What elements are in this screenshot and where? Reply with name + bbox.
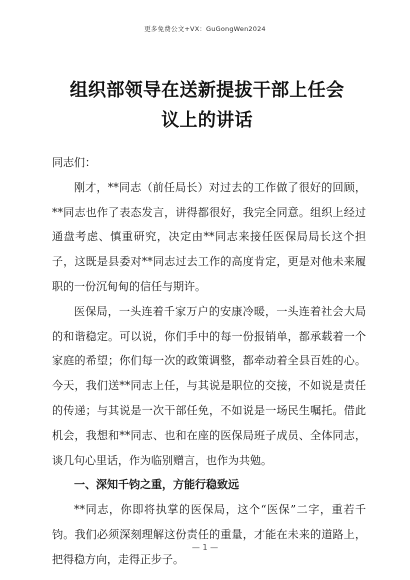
salutation: 同志们：	[52, 156, 96, 169]
page-number: — 1 —	[191, 543, 219, 552]
document-body	[52, 151, 366, 573]
paragraph-2: 医保局，一头连着千家万户的安康冷暖，一头连着社会大局的和谐稳定。可以说，你们手中的每一份报销单，都承载着一个家庭的希望；你们每一次的政策调整，都牵动着全县百姓的心。今天，我们送**同志上任，与其说是职位的交接，不如说是责任的传递；与其说是一次干部任免，不如说是一场民生嘱托。借此机会，我想和**同志、也和在座的医保局班子成员、全体同志，谈几句心里话，作为临别赠言，也作为共勉。	[52, 304, 366, 467]
paragraph-3: **同志，你即将执掌的医保局，这个“医保”二字，重若千钧。我们必须深刻理解这份责任的重量，才能在未来的道路上，把得稳方向，走得正步子。	[52, 503, 366, 566]
page-title: 组织部领导在送新提拔干部上任会议上的讲话	[69, 80, 345, 131]
header-note: 更多免费公文+VX：GuGongWen2024	[144, 25, 266, 33]
paragraph-1: 刚才，**同志（前任局长）对过去的工作做了很好的回顾，**同志也作了表态发言，讲得都很好，我完全同意。组织上经过通盘考虑、慎重研究，决定由**同志来接任医保局局长这个担子，这既是县委对**同志过去工作的高度肯定，更是对他未来履职的一份沉甸甸的信任与期许。	[52, 180, 366, 293]
section-heading: 一、深知千钧之重，方能行稳致远	[74, 478, 239, 492]
